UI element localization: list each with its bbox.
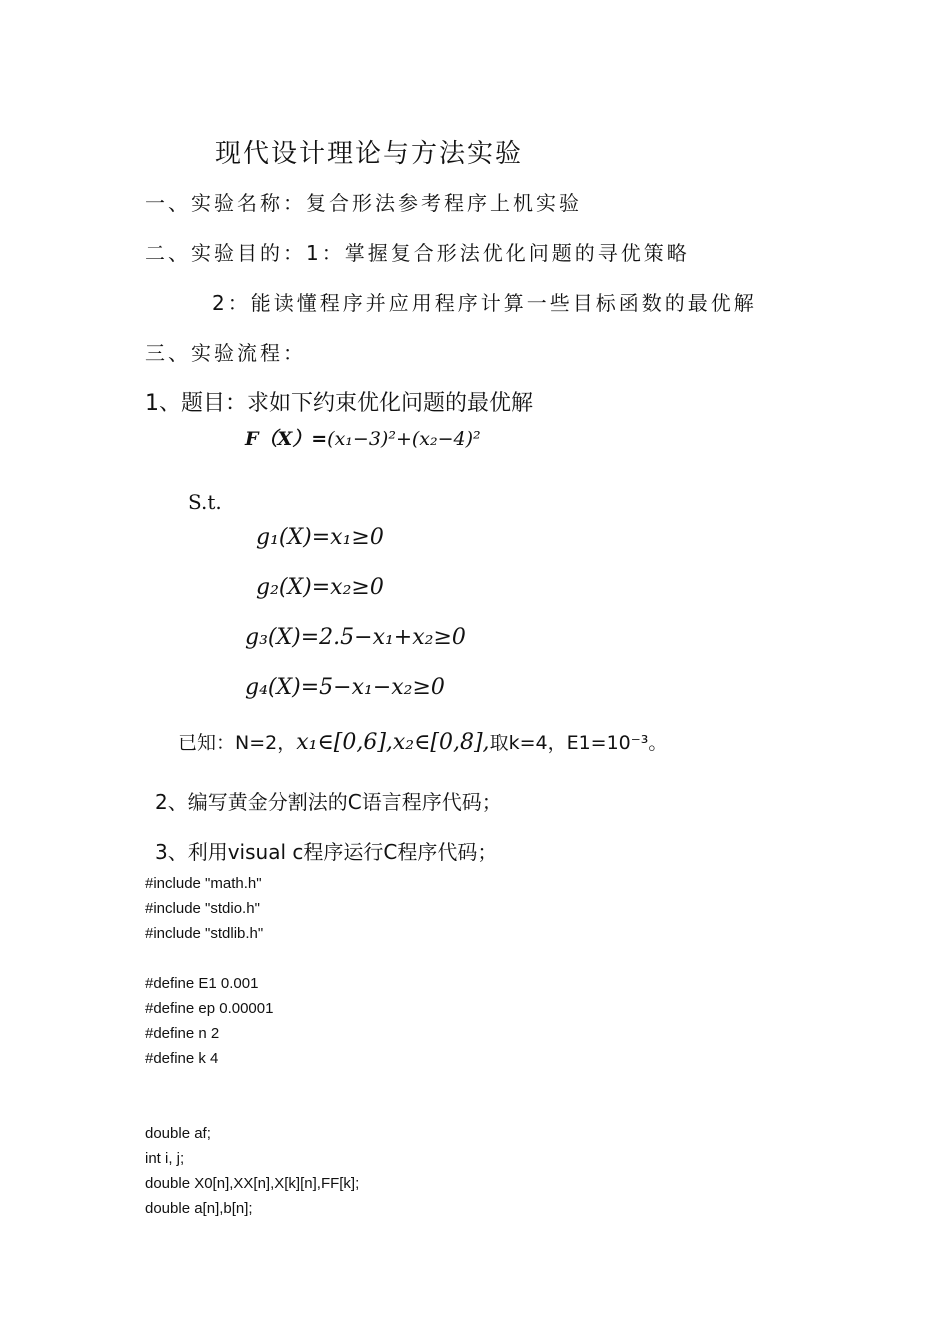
code-line: #define k 4 [145, 1050, 219, 1067]
code-line: #define E1 0.001 [145, 975, 259, 992]
objective-rhs: (x₁−3)²+(x₂−4)² [327, 428, 481, 450]
constraint-g3: g₃(X)=2.5−x₁+x₂≥0 [245, 625, 466, 650]
variable-ranges: x₁∈[0,6],x₂∈[0,8], [296, 730, 490, 755]
code-line: #include "stdlib.h" [145, 925, 264, 942]
known-suffix: 取k=4，E1=10⁻³。 [489, 732, 668, 754]
code-line: double X0[n],XX[n],X[k][n],FF[k]; [145, 1175, 360, 1192]
subject-to-label: S.t. [188, 490, 222, 514]
constraint-g1: g₁(X)=x₁≥0 [256, 525, 384, 550]
code-line: #define ep 0.00001 [145, 1000, 274, 1017]
section-experiment-name: 一、实验名称：复合形法参考程序上机实验 [145, 191, 582, 215]
code-line: #define n 2 [145, 1025, 220, 1042]
code-line: double af; [145, 1125, 211, 1142]
code-line: double a[n],b[n]; [145, 1200, 253, 1217]
constraint-g2: g₂(X)=x₂≥0 [256, 575, 384, 600]
task-1-heading: 1、题目：求如下约束优化问题的最优解 [145, 391, 533, 416]
task-3-heading: 3、利用visual c程序运行C程序代码； [155, 840, 498, 864]
constraint-g4: g₄(X)=5−x₁−x₂≥0 [245, 675, 445, 700]
code-line: int i, j; [145, 1150, 185, 1167]
section-experiment-procedure: 三、实验流程： [145, 341, 306, 365]
section-experiment-purpose-2: 2：能读懂程序并应用程序计算一些目标函数的最优解 [212, 291, 757, 315]
known-prefix: 已知：N=2， [178, 732, 297, 754]
section-experiment-purpose: 二、实验目的：1：掌握复合形法优化问题的寻优策略 [145, 241, 690, 265]
code-line: #include "stdio.h" [145, 900, 260, 917]
task-2-heading: 2、编写黄金分割法的C语言程序代码； [155, 790, 502, 814]
known-conditions [178, 728, 667, 755]
objective-lhs: F（X）= [245, 428, 328, 450]
document-title: 现代设计理论与方法实验 [215, 139, 524, 169]
objective-function [245, 424, 481, 451]
code-line: #include "math.h" [145, 875, 262, 892]
